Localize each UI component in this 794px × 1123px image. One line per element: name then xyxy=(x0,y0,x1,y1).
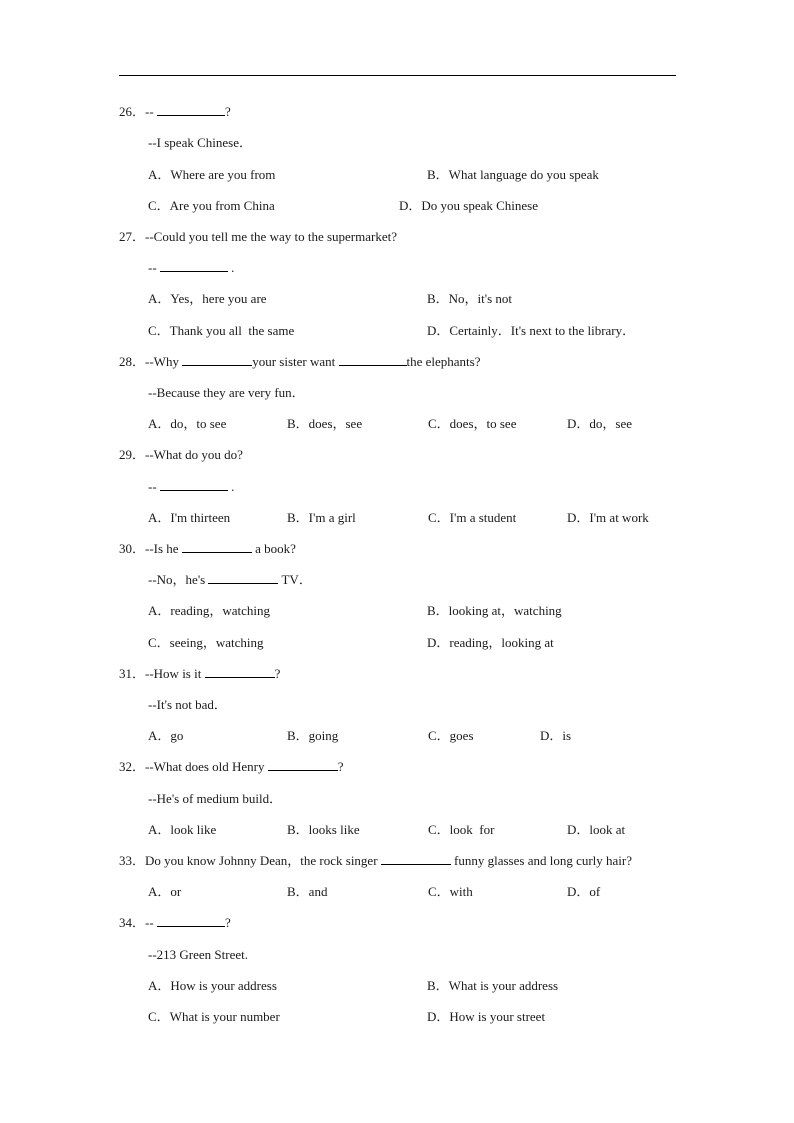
option-a[interactable]: A．Where are you from xyxy=(148,167,276,182)
answer-line: --He's of medium build． xyxy=(148,791,283,806)
option-d[interactable]: D．of xyxy=(567,884,601,899)
option-c[interactable]: C．Thank you all the same xyxy=(148,323,295,338)
answer-line: --213 Green Street. xyxy=(148,947,248,962)
answer-line: -- . xyxy=(148,260,235,275)
question-30: 30．--Is he a book? xyxy=(119,541,296,556)
option-c[interactable]: C．What is your number xyxy=(148,1009,280,1024)
answer-blank[interactable] xyxy=(182,541,252,553)
option-a[interactable]: A．Yes，here you are xyxy=(148,291,267,306)
answer-line: --I speak Chinese． xyxy=(148,135,252,150)
option-a[interactable]: A．go xyxy=(148,728,184,743)
question-number: 26． xyxy=(119,104,146,119)
question-number: 30． xyxy=(119,541,146,556)
option-d[interactable]: D．reading，looking at xyxy=(427,635,554,650)
answer-blank[interactable] xyxy=(268,759,338,771)
question-27 xyxy=(119,229,397,245)
option-d[interactable]: D．I'm at work xyxy=(567,510,649,525)
question-34: 34．-- ? xyxy=(119,915,231,930)
option-c[interactable]: C．with xyxy=(428,884,473,899)
option-b[interactable]: B．going xyxy=(287,728,339,743)
option-b[interactable]: B．does，see xyxy=(287,416,363,431)
option-c[interactable]: C．goes xyxy=(428,728,474,743)
question-number: 28． xyxy=(119,354,146,369)
option-a[interactable]: A．reading，watching xyxy=(148,603,271,618)
option-a[interactable]: A．do，to see xyxy=(148,416,227,431)
question-number: 29． xyxy=(119,447,146,462)
option-b[interactable]: B．and xyxy=(287,884,328,899)
question-31: 31．--How is it ? xyxy=(119,666,281,681)
option-d[interactable]: D．is xyxy=(540,728,572,743)
option-a[interactable]: A．I'm thirteen xyxy=(148,510,231,525)
question-26: 26．-- ? xyxy=(119,104,231,119)
answer-blank[interactable] xyxy=(381,853,451,865)
option-b[interactable]: B．looking at，watching xyxy=(427,603,562,618)
answer-blank[interactable] xyxy=(160,479,228,491)
question-33: 33．Do you know Johnny Dean，the rock singer funny glasses and long curly hair? xyxy=(119,853,633,868)
option-b[interactable]: B．What language do you speak xyxy=(427,167,599,182)
option-a[interactable]: A．or xyxy=(148,884,182,899)
answer-line: --No，he's TV． xyxy=(148,572,312,587)
option-a[interactable]: A．look like xyxy=(148,822,217,837)
question-29: 29．--What do you do? xyxy=(119,447,243,462)
answer-blank[interactable] xyxy=(157,915,225,927)
answer-line: --Because they are very fun． xyxy=(148,385,305,400)
question-text: --Could you tell me the way to the supermarket? xyxy=(145,229,397,244)
answer-blank[interactable] xyxy=(157,104,225,116)
question-number: 27． xyxy=(119,229,146,244)
option-b[interactable]: B．I'm a girl xyxy=(287,510,356,525)
question-28: 28．--Why your sister want the elephants? xyxy=(119,354,481,369)
answer-blank[interactable] xyxy=(182,354,252,366)
option-c[interactable]: C．Are you from China xyxy=(148,198,275,213)
option-b[interactable]: B．What is your address xyxy=(427,978,559,993)
answer-blank[interactable] xyxy=(339,354,407,366)
answer-blank[interactable] xyxy=(160,260,228,272)
question-32: 32．--What does old Henry ? xyxy=(119,759,344,774)
option-c[interactable]: C．seeing，watching xyxy=(148,635,264,650)
answer-blank[interactable] xyxy=(205,666,275,678)
option-d[interactable]: D．look at xyxy=(567,822,626,837)
option-a[interactable]: A．How is your address xyxy=(148,978,277,993)
option-d[interactable]: D．do，see xyxy=(567,416,632,431)
option-d[interactable]: D．Certainly．It's next to the library． xyxy=(427,323,636,338)
option-c[interactable]: C．look for xyxy=(428,822,495,837)
option-c[interactable]: C．does，to see xyxy=(428,416,517,431)
option-b[interactable]: B．No，it's not xyxy=(427,291,513,306)
answer-line: --It's not bad． xyxy=(148,697,227,712)
header-rule xyxy=(119,75,676,76)
answer-line: -- . xyxy=(148,479,235,494)
answer-blank[interactable] xyxy=(208,572,278,584)
option-c[interactable]: C．I'm a student xyxy=(428,510,517,525)
question-number: 34． xyxy=(119,915,146,930)
option-d[interactable]: D．Do you speak Chinese xyxy=(399,198,539,213)
question-number: 32． xyxy=(119,759,146,774)
question-number: 33． xyxy=(119,853,146,868)
question-text: -- xyxy=(145,104,157,119)
question-number: 31． xyxy=(119,666,146,681)
option-b[interactable]: B．looks like xyxy=(287,822,360,837)
option-d[interactable]: D．How is your street xyxy=(427,1009,546,1024)
